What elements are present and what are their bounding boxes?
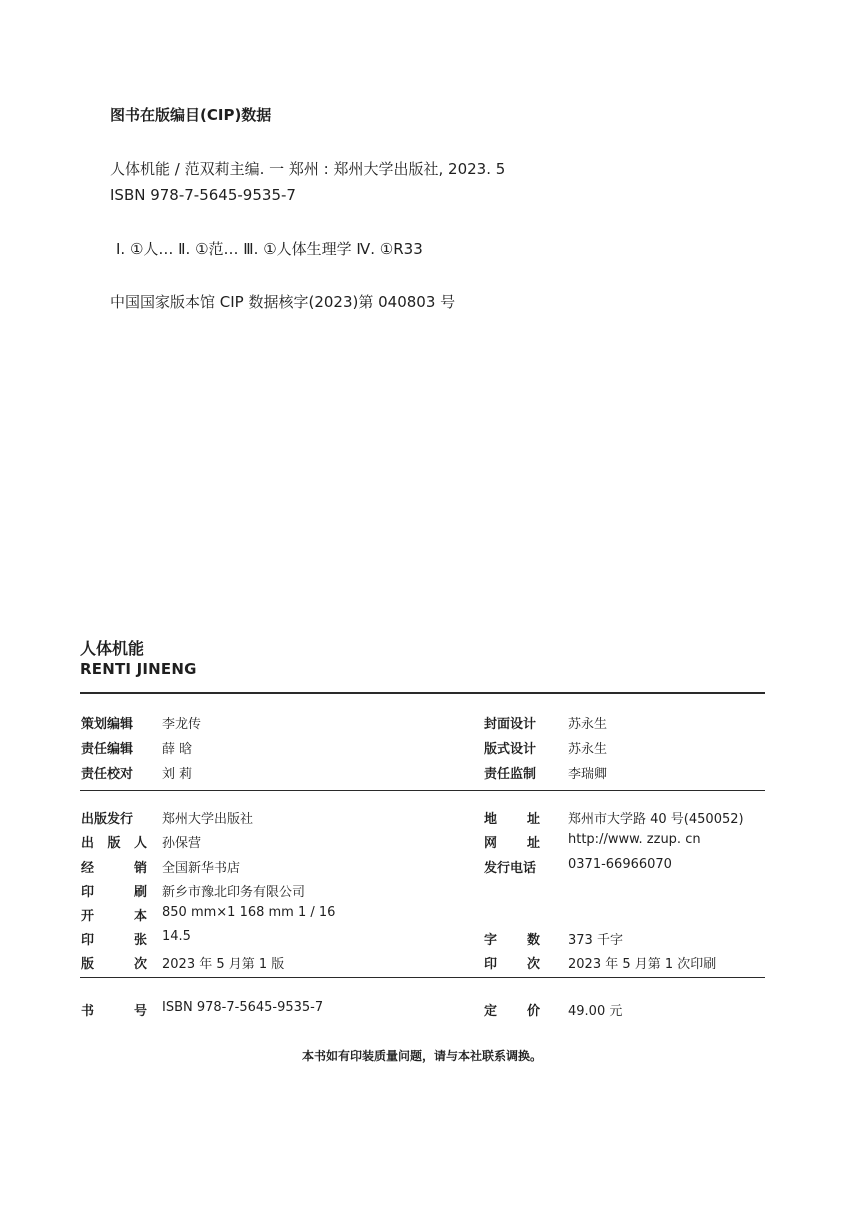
label-glyph: 版 [107, 836, 121, 851]
quality-notice: 本书如有印装质量问题，请与本社联系调换。 [302, 1049, 543, 1063]
label-glyph: 地 [484, 812, 498, 827]
pub-value-sheets: 14.5 [162, 929, 191, 944]
label-glyph: 号 [133, 1004, 147, 1019]
staff-label-right-1: 封面设计 [484, 717, 537, 732]
label-glyph: 本 [133, 909, 147, 924]
staff-value-left-2: 薛 晗 [162, 742, 193, 757]
staff-label-right-2: 版式设计 [484, 742, 537, 757]
price-label [484, 1000, 540, 1019]
label-glyph: 刷 [133, 885, 147, 900]
cip-record-number-line: 中国国家版本馆 CIP 数据核字(2023)第 040803 号 [110, 293, 456, 311]
middle-divider [80, 790, 765, 791]
label-glyph: 址 [526, 812, 540, 827]
pub-label-impression [484, 953, 540, 972]
label-glyph: 书 [81, 1004, 95, 1019]
pub-value-address: 郑州市大学路 40 号(450052) [568, 812, 744, 827]
label-glyph: 人 [133, 836, 147, 851]
label-glyph: 数 [526, 933, 540, 948]
label-glyph: 经 [81, 861, 95, 876]
staff-label-left-1: 策划编辑 [81, 717, 134, 732]
label-glyph: 出 [81, 836, 95, 851]
cip-heading: 图书在版编目(CIP)数据 [110, 106, 272, 124]
pub-label-publisher-person [81, 832, 147, 851]
label-glyph: 销 [133, 861, 147, 876]
pub-label-sheets [81, 929, 147, 948]
label-glyph: 字 [484, 933, 498, 948]
pub-value-printing: 新乡市豫北印务有限公司 [162, 885, 306, 900]
label-glyph: 定 [484, 1004, 498, 1019]
pub-label-edition [81, 953, 147, 972]
book-title: 人体机能 [80, 639, 145, 658]
label-glyph: 张 [133, 933, 147, 948]
staff-label-right-3: 责任监制 [484, 767, 537, 782]
staff-value-right-1: 苏永生 [568, 717, 608, 732]
label-glyph: 印 [81, 933, 95, 948]
pub-value-word-count: 373 千字 [568, 933, 623, 948]
staff-value-left-3: 刘 莉 [162, 767, 193, 782]
staff-label-left-3: 责任校对 [81, 767, 134, 782]
cip-isbn-line: ISBN 978-7-5645-9535-7 [110, 186, 296, 204]
cip-title-line: 人体机能 / 范双莉主编. 一 郑州 : 郑州大学出版社, 2023. 5 [110, 160, 506, 178]
isbn-label [81, 1000, 147, 1019]
pub-label-printing [81, 881, 147, 900]
cip-classification-line: Ⅰ. ①人… Ⅱ. ①范… Ⅲ. ①人体生理学 Ⅳ. ①R33 [116, 240, 423, 258]
pub-label-address [484, 808, 540, 827]
pub-value-distribution: 全国新华书店 [162, 861, 241, 876]
book-title-pinyin: RENTI JINENG [80, 660, 197, 678]
pub-value-format: 850 mm×1 168 mm 1 / 16 [162, 905, 336, 920]
top-divider [80, 692, 765, 694]
label-glyph: 次 [526, 957, 540, 972]
pub-label-word-count [484, 929, 540, 948]
label-glyph: 印 [484, 957, 498, 972]
label-glyph: 价 [526, 1004, 540, 1019]
pub-label-distribution [81, 857, 147, 876]
label-glyph: 印 [81, 885, 95, 900]
pub-value-phone: 0371-66966070 [568, 857, 672, 872]
lower-divider [80, 977, 765, 978]
pub-value-website: http://www. zzup. cn [568, 832, 701, 847]
staff-label-left-2: 责任编辑 [81, 742, 134, 757]
pub-value-publisher-person: 孙保营 [162, 836, 202, 851]
pub-label-publisher: 出版发行 [81, 812, 134, 827]
pub-label-format [81, 905, 147, 924]
staff-value-right-2: 苏永生 [568, 742, 608, 757]
label-glyph: 开 [81, 909, 95, 924]
label-glyph: 网 [484, 836, 498, 851]
price-value: 49.00 元 [568, 1004, 623, 1019]
pub-label-website [484, 832, 540, 851]
isbn-value: ISBN 978-7-5645-9535-7 [162, 1000, 324, 1015]
label-glyph: 版 [81, 957, 95, 972]
staff-value-left-1: 李龙传 [162, 717, 202, 732]
pub-value-edition: 2023 年 5 月第 1 版 [162, 957, 285, 972]
staff-value-right-3: 李瑞卿 [568, 767, 608, 782]
pub-value-publisher: 郑州大学出版社 [162, 812, 254, 827]
pub-label-phone: 发行电话 [484, 861, 537, 876]
pub-value-impression: 2023 年 5 月第 1 次印刷 [568, 957, 717, 972]
label-glyph: 址 [526, 836, 540, 851]
label-glyph: 次 [133, 957, 147, 972]
